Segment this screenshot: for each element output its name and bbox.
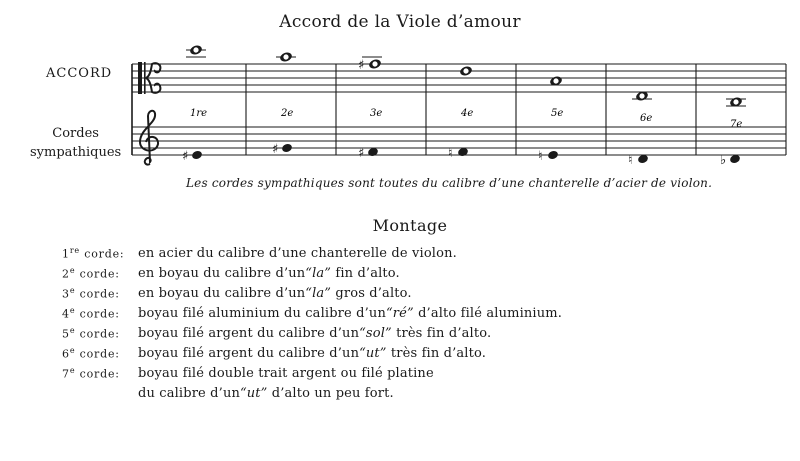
description-text: du calibre d’un [138,386,240,401]
corde-description [138,286,412,301]
note-name: “ré” [385,306,414,321]
corde-number: 2 [62,267,70,281]
corde-label [62,366,120,381]
string-number-6: 6e [640,113,653,124]
description-text-end: d’alto filé aluminium. [413,306,562,321]
whole-note-icon [189,44,203,56]
string-number-1: 1re [190,108,208,119]
description-text-end: d’alto un peu fort. [267,386,394,401]
corde-number-suffix: e [69,366,76,375]
description-text-end: gros d’alto. [331,286,412,301]
corde-description [138,386,394,401]
corde-word: corde: [75,287,120,301]
note-name: “sol” [359,326,392,341]
treble-clef-icon [140,111,158,165]
note-head-icon [547,150,559,161]
corde-word: corde: [75,267,120,281]
flat-icon: ♭ [720,153,727,168]
string-number-7: 7e [730,119,743,130]
corde-description [138,346,486,361]
montage-heading: Montage [372,216,448,235]
cordes-label-line1: Cordes [52,126,99,141]
sharp-icon: ♯ [358,58,365,73]
string-number-4: 4e [461,108,474,119]
corde-word: corde: [75,347,120,361]
description-text: en boyau du calibre d’un [138,266,306,281]
corde-number: 5 [62,327,70,341]
corde-number: 4 [62,307,70,321]
corde-word: corde: [75,307,120,321]
description-text: boyau filé aluminium du calibre d’un [138,306,386,321]
whole-note-icon [279,51,293,63]
description-text-end: très fin d’alto. [386,346,487,361]
page-title: Accord de la Viole d’amour [279,12,521,32]
corde-number-suffix: e [69,266,76,275]
string-number-5: 5e [551,108,564,119]
corde-label [62,346,120,361]
note-head-icon [191,150,203,161]
sharp-icon: ♯ [182,149,189,164]
corde-number: 1 [62,247,70,261]
corde-label [62,286,120,301]
corde-description [138,326,491,341]
corde-word: corde: [75,327,120,341]
corde-number-suffix: e [69,286,76,295]
description-text: en acier du calibre d’une chanterelle de violon. [138,246,457,261]
description-text: boyau filé double trait argent ou filé platine [138,366,434,381]
natural-icon: ♮ [538,149,543,164]
corde-number: 6 [62,347,70,361]
corde-label [62,266,120,281]
note-name: “la” [305,266,332,281]
corde-number-suffix: e [69,326,76,335]
corde-label [62,326,120,341]
note-name: “ut” [359,346,387,361]
description-text: en boyau du calibre d’un [138,286,306,301]
note-head-icon [281,143,293,154]
corde-label [62,306,120,321]
accord-label: ACCORD [46,66,113,81]
corde-description [138,266,400,281]
description-text-end: fin d’alto. [331,266,400,281]
note-name: “ut” [239,386,268,401]
corde-description [138,306,562,321]
description-text: boyau filé argent du calibre d’un [138,346,360,361]
description-text-end: très fin d’alto. [391,326,492,341]
corde-word: corde: [79,247,125,261]
whole-note-icon [459,65,473,77]
string-number-2: 2e [281,108,294,119]
note-name: “la” [305,286,332,301]
corde-number-suffix: re [69,246,80,255]
corde-description [138,246,457,261]
corde-number-suffix: e [69,346,76,355]
music-score [0,0,800,200]
corde-label [62,246,124,261]
string-number-3: 3e [370,108,383,119]
sharp-icon: ♯ [272,142,279,157]
cordes-label-line2: sympathiques [30,145,122,160]
accord-staff [132,64,786,92]
corde-word: corde: [75,367,120,381]
whole-note-icon [368,58,382,70]
corde-number: 7 [62,367,70,381]
description-text: boyau filé argent du calibre d’un [138,326,360,341]
natural-icon: ♮ [628,153,633,168]
corde-number-suffix: e [69,306,76,315]
corde-description [138,366,434,381]
natural-icon: ♮ [448,146,453,161]
caption: Les cordes sympathiques sont toutes du calibre d’une chanterelle d’acier de violon. [186,176,713,190]
corde-number: 3 [62,287,70,301]
sharp-icon: ♯ [358,146,365,161]
